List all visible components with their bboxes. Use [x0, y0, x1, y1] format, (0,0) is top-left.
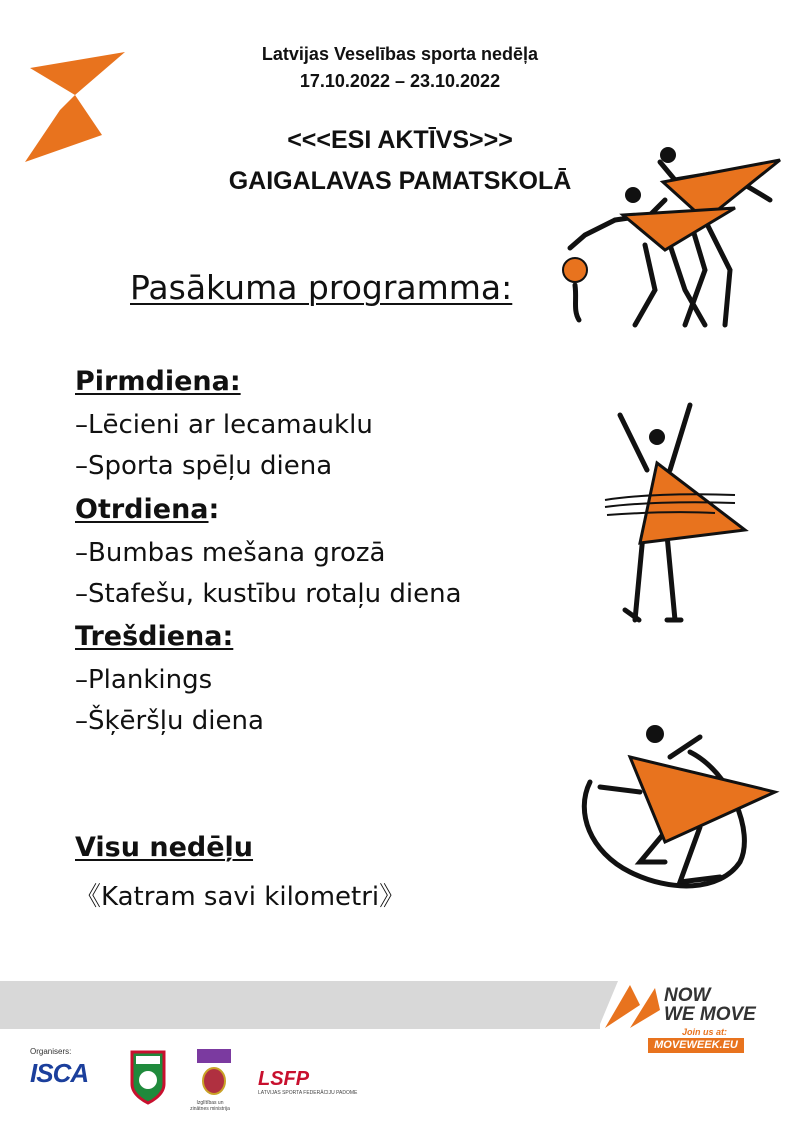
- slogan: <<<ESI AKTĪVS>>>: [287, 126, 513, 154]
- program-heading: Pasākuma programma:: [130, 268, 513, 307]
- ministry-crest-icon: [193, 1049, 233, 1105]
- now-we-move-text-1: NOW: [664, 985, 711, 1006]
- school-name: GAIGALAVAS PAMATSKOLĀ: [228, 167, 572, 195]
- ministry-text: Izglītības un zinātnes ministrija: [190, 1100, 230, 1112]
- hula-hoop-figure-icon: [595, 395, 765, 625]
- program-item: –Bumbas mešana grozā: [75, 538, 386, 568]
- footer-band: [0, 981, 600, 1029]
- day-monday: [75, 366, 241, 397]
- lsfp-subtitle: LATVIJAS SPORTA FEDERĀCIJU PADOME: [258, 1090, 358, 1096]
- moveweek-link[interactable]: MOVEWEEK.EU: [648, 1038, 744, 1053]
- day-wednesday-label: Trešdiena:: [75, 621, 234, 652]
- lisa-shield-icon: [128, 1048, 168, 1106]
- join-us-text: Join us at:: [682, 1027, 728, 1037]
- program-item: –Šķēršļu diena: [75, 706, 264, 736]
- program-item: –Stafešu, kustību rotaļu diena: [75, 579, 462, 609]
- event-dates: 17.10.2022 – 23.10.2022: [299, 71, 501, 91]
- lsfp-logo: LSFP: [258, 1068, 310, 1090]
- jump-rope-figure-icon: [570, 712, 780, 912]
- now-we-move-text-2: WE MOVE: [664, 1004, 756, 1025]
- all-week: [75, 832, 253, 863]
- day-monday-label: Pirmdiena:: [75, 366, 241, 397]
- day-tuesday-colon: :: [208, 494, 220, 525]
- day-wednesday: [75, 621, 233, 652]
- program-item: –Lēcieni ar lecamauklu: [75, 410, 373, 440]
- all-week-item: 《Katram savi kilometri》: [75, 882, 406, 912]
- all-week-label: Visu nedēļu: [75, 832, 254, 863]
- organisers-label: Organisers:: [30, 1047, 72, 1056]
- basketball-figures-icon: [555, 140, 785, 340]
- event-name: Latvijas Veselības sporta nedēļa: [261, 44, 539, 64]
- day-tuesday: [75, 494, 219, 525]
- isca-logo: ISCA: [30, 1058, 89, 1088]
- program-item: –Sporta spēļu diena: [75, 451, 333, 481]
- program-item: –Plankings: [75, 665, 213, 695]
- day-tuesday-label: Otrdiena: [75, 494, 209, 525]
- now-we-move-logo-icon: [600, 980, 664, 1032]
